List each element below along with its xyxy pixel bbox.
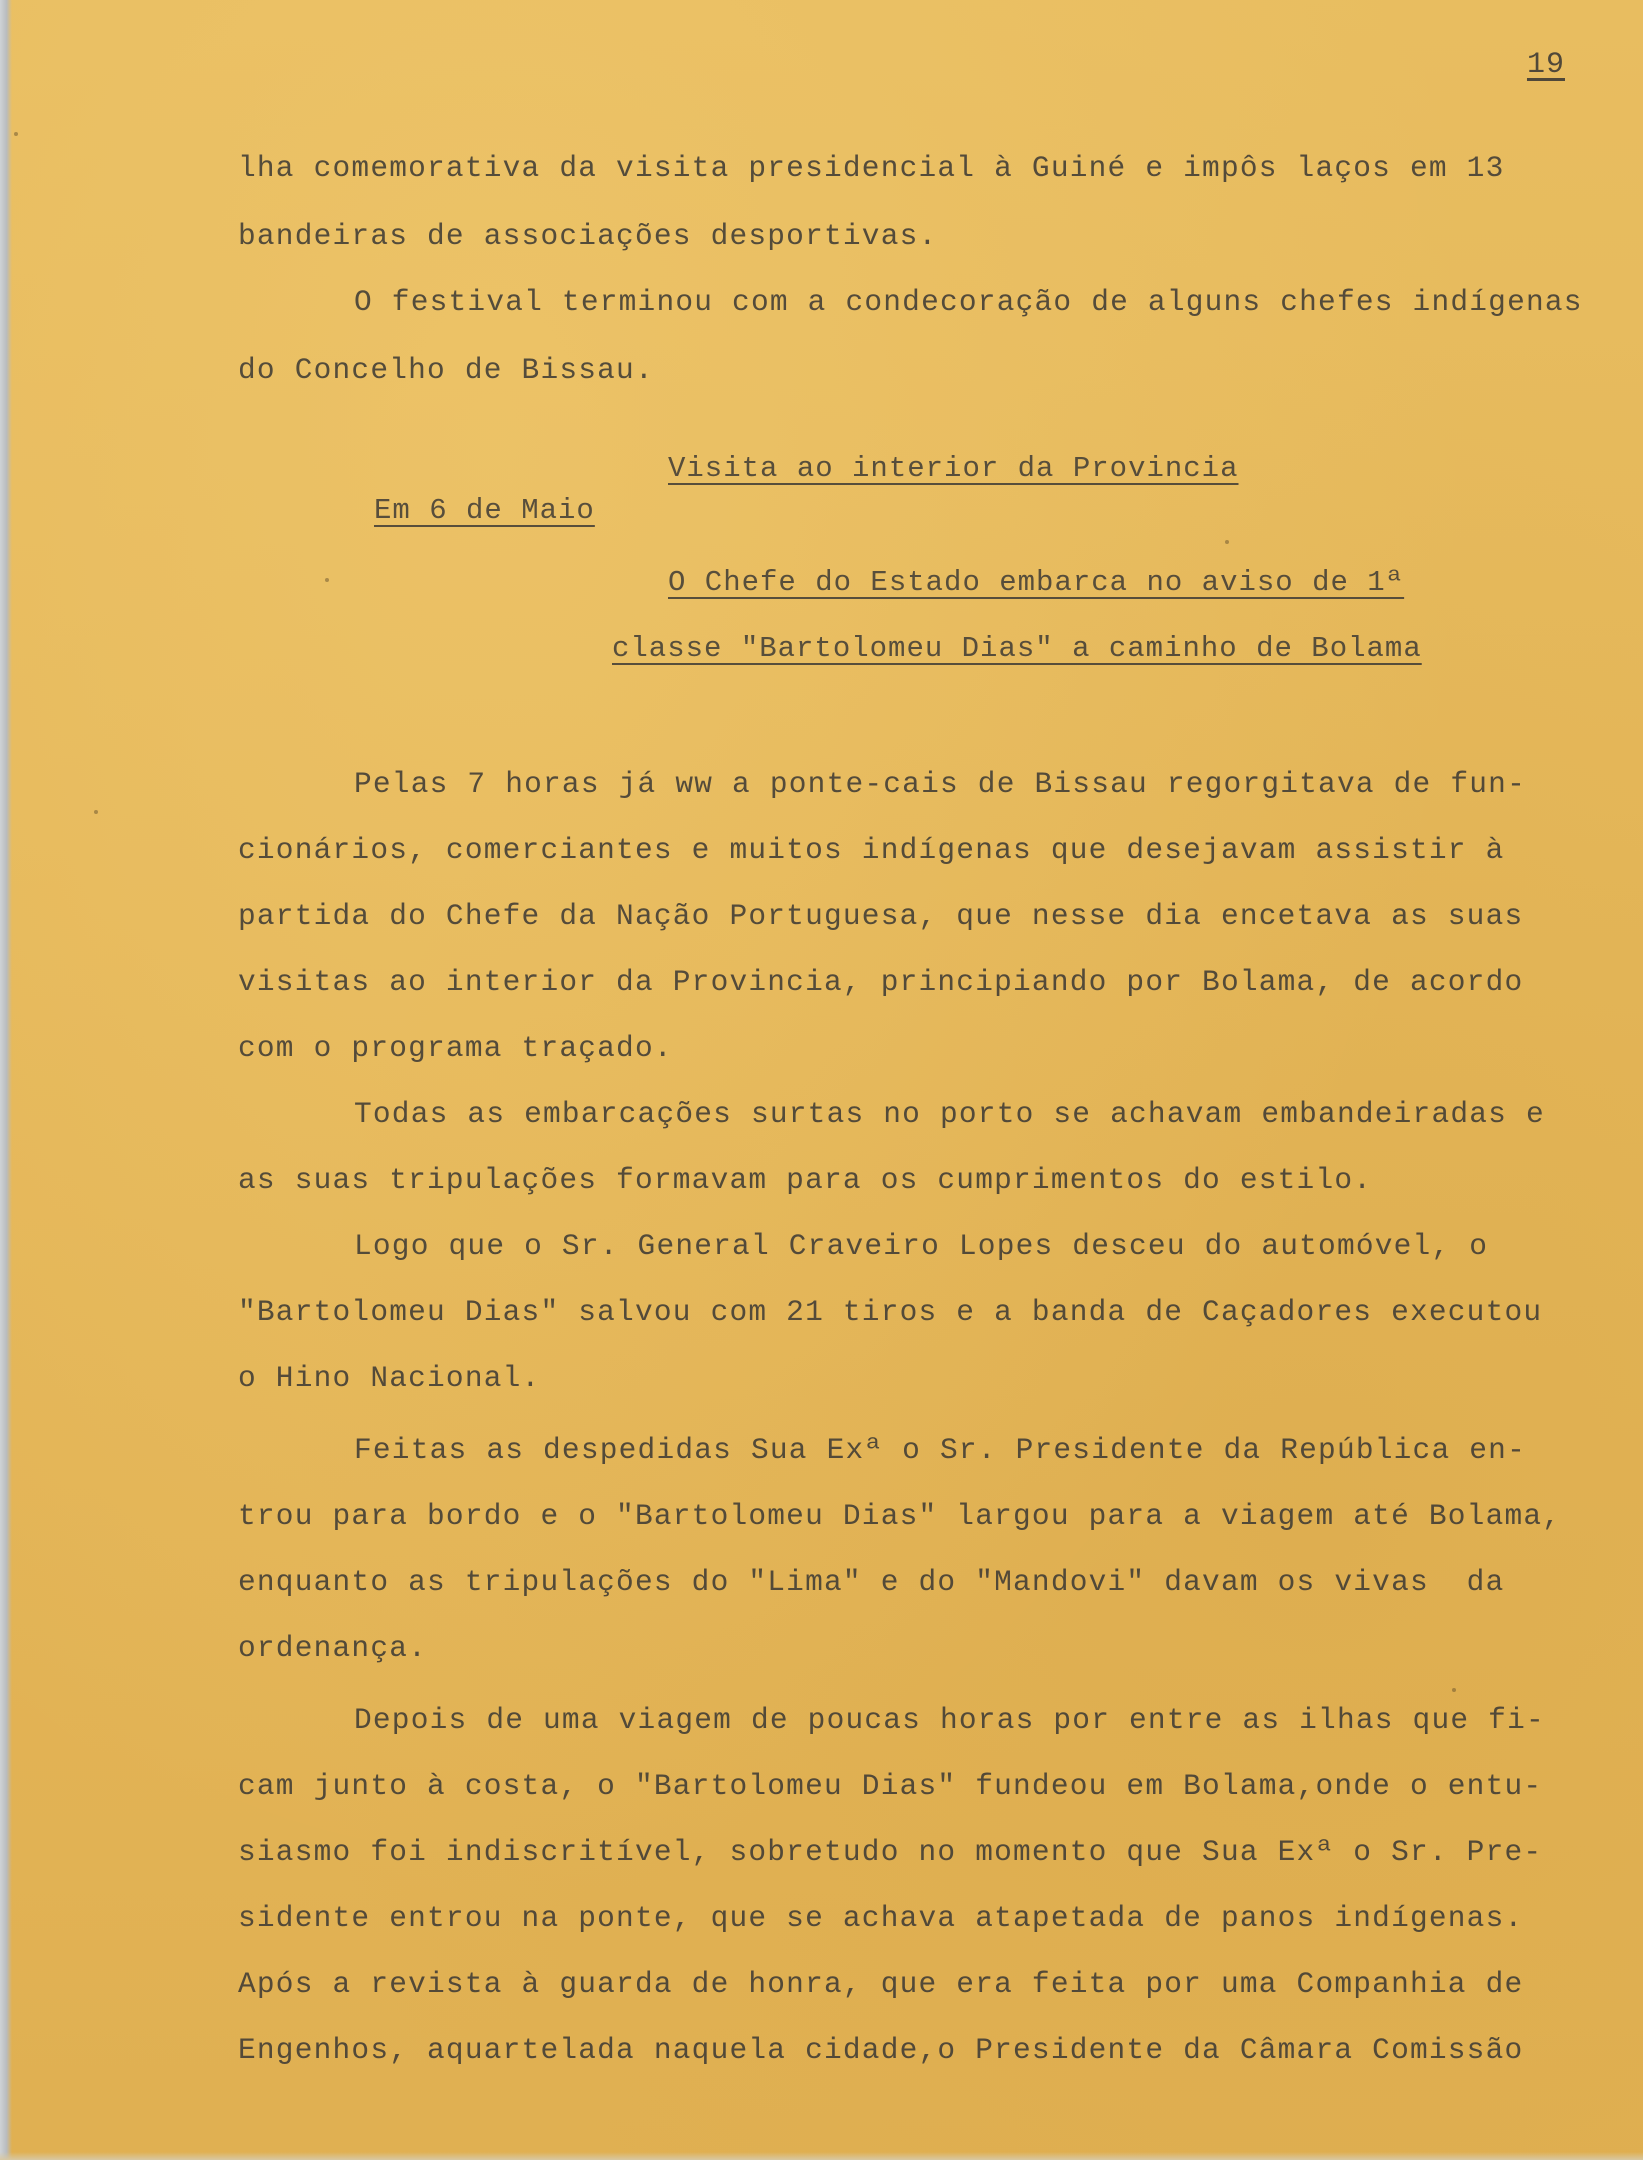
text-line: cionários, comerciantes e muitos indígenas que desejavam assistir à: [238, 833, 1505, 867]
text-line: Feitas as despedidas Sua Exª o Sr. Presidente da República en-: [354, 1433, 1526, 1467]
text-line: do Concelho de Bissau.: [238, 353, 654, 387]
text-line: Todas as embarcações surtas no porto se achavam embandeiradas e: [354, 1097, 1545, 1131]
text-line: visitas ao interior da Provincia, principiando por Bolama, de acordo: [238, 965, 1524, 999]
text-line: ordenança.: [238, 1631, 428, 1665]
date-margin-note: Em 6 de Maio: [374, 494, 595, 527]
text-line: Engenhos, aquartelada naquela cidade,o Presidente da Câmara Comissão: [238, 2033, 1524, 2067]
text-line: sidente entrou na ponte, que se achava atapetada de panos indígenas.: [238, 1901, 1524, 1935]
paper-speck: [94, 810, 98, 814]
text-line: partida do Chefe da Nação Portuguesa, que nesse dia encetava as suas: [238, 899, 1524, 933]
section-heading: Visita ao interior da Provincia: [668, 452, 1239, 485]
text-line: trou para bordo e o "Bartolomeu Dias" largou para a viagem até Bolama,: [238, 1499, 1562, 1533]
text-line: enquanto as tripulações do "Lima" e do "Mandovi" davam os vivas da: [238, 1565, 1505, 1599]
paper-speck: [14, 132, 18, 136]
text-line: Depois de uma viagem de poucas horas por entre as ilhas que fi-: [354, 1703, 1545, 1737]
text-line: O festival terminou com a condecoração de alguns chefes indígenas: [354, 285, 1583, 319]
text-line: Logo que o Sr. General Craveiro Lopes desceu do automóvel, o: [354, 1229, 1489, 1263]
sub-heading-line-2: classe "Bartolomeu Dias" a caminho de Bolama: [612, 632, 1422, 665]
paper-speck: [1225, 540, 1229, 544]
paper-speck: [1452, 1688, 1456, 1692]
text-line: bandeiras de associações desportivas.: [238, 219, 938, 253]
paper-speck: [325, 578, 329, 582]
page-bottom-edge: [0, 2152, 1643, 2160]
text-line: "Bartolomeu Dias" salvou com 21 tiros e a banda de Caçadores executou: [238, 1295, 1543, 1329]
page-number: 19: [1526, 48, 1565, 82]
text-line: cam junto à costa, o "Bartolomeu Dias" fundeou em Bolama,onde o entu-: [238, 1769, 1543, 1803]
text-line: lha comemorativa da visita presidencial à Guiné e impôs laços em 13: [238, 151, 1505, 185]
sub-heading-line-1: O Chefe do Estado embarca no aviso de 1ª: [668, 566, 1405, 599]
page-edge-shadow: [0, 0, 12, 2160]
text-line: as suas tripulações formavam para os cumprimentos do estilo.: [238, 1163, 1373, 1197]
text-line: o Hino Nacional.: [238, 1361, 541, 1395]
text-line: com o programa traçado.: [238, 1031, 673, 1065]
text-line: Pelas 7 horas já ww a ponte-cais de Bissau regorgitava de fun-: [354, 767, 1526, 801]
text-line: siasmo foi indiscritível, sobretudo no momento que Sua Exª o Sr. Pre-: [238, 1835, 1543, 1869]
text-line: Após a revista à guarda de honra, que era feita por uma Companhia de: [238, 1967, 1524, 2001]
